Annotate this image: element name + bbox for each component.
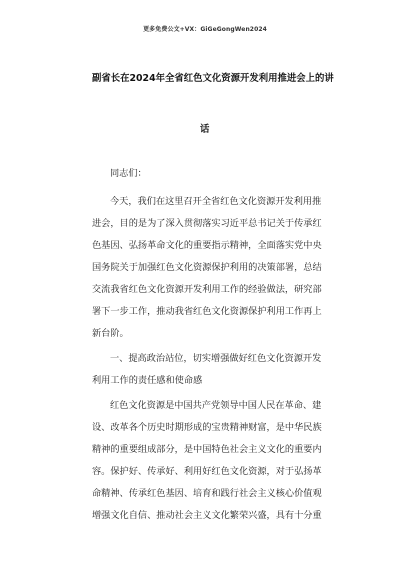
body-line: 进会，目的是为了深入贯彻落实习近平总书记关于传承红 (92, 218, 322, 229)
body-line: 设、改革各个历史时期形成的宝贵精神财富，是中华民族 (92, 422, 322, 433)
body-line: 国务院关于加强红色文化资源保护利用的决策部署，总结 (92, 262, 322, 273)
body-line: 交流我省红色文化资源开发利用工作的经验做法，研究部 (92, 284, 322, 295)
body-line: 容。保护好、传承好、利用好红色文化资源，对于弘扬革 (92, 466, 322, 477)
body-line: 新台阶。 (92, 328, 129, 339)
document-title-line-1: 副省长在2024年全省红色文化资源开发利用推进会上的讲 (92, 73, 334, 84)
salutation: 同志们： (110, 168, 147, 179)
body-line: 增强文化自信、推动社会主义文化繁荣兴盛，具有十分重 (92, 510, 322, 521)
header-watermark: 更多免费公文+VX：GiGeGongWen2024 (143, 26, 267, 33)
document-title-line-2: 话 (200, 124, 210, 135)
body-line: 今天，我们在这里召开全省红色文化资源开发利用推 (110, 196, 322, 207)
body-line: 命精神、传承红色基因、培育和践行社会主义核心价值观 (92, 488, 322, 499)
section-heading-line-1: 一、提高政治站位，切实增强做好红色文化资源开发 (110, 353, 322, 364)
body-line: 红色文化资源是中国共产党领导中国人民在革命、建 (110, 400, 322, 411)
body-line: 色基因、弘扬革命文化的重要指示精神，全面落实党中央 (92, 240, 322, 251)
section-heading-line-2: 利用工作的责任感和使命感 (92, 375, 203, 386)
body-line: 署下一步工作，推动我省红色文化资源保护利用工作再上 (92, 306, 322, 317)
body-line: 精神的重要组成部分，是中国特色社会主义文化的重要内 (92, 444, 322, 455)
